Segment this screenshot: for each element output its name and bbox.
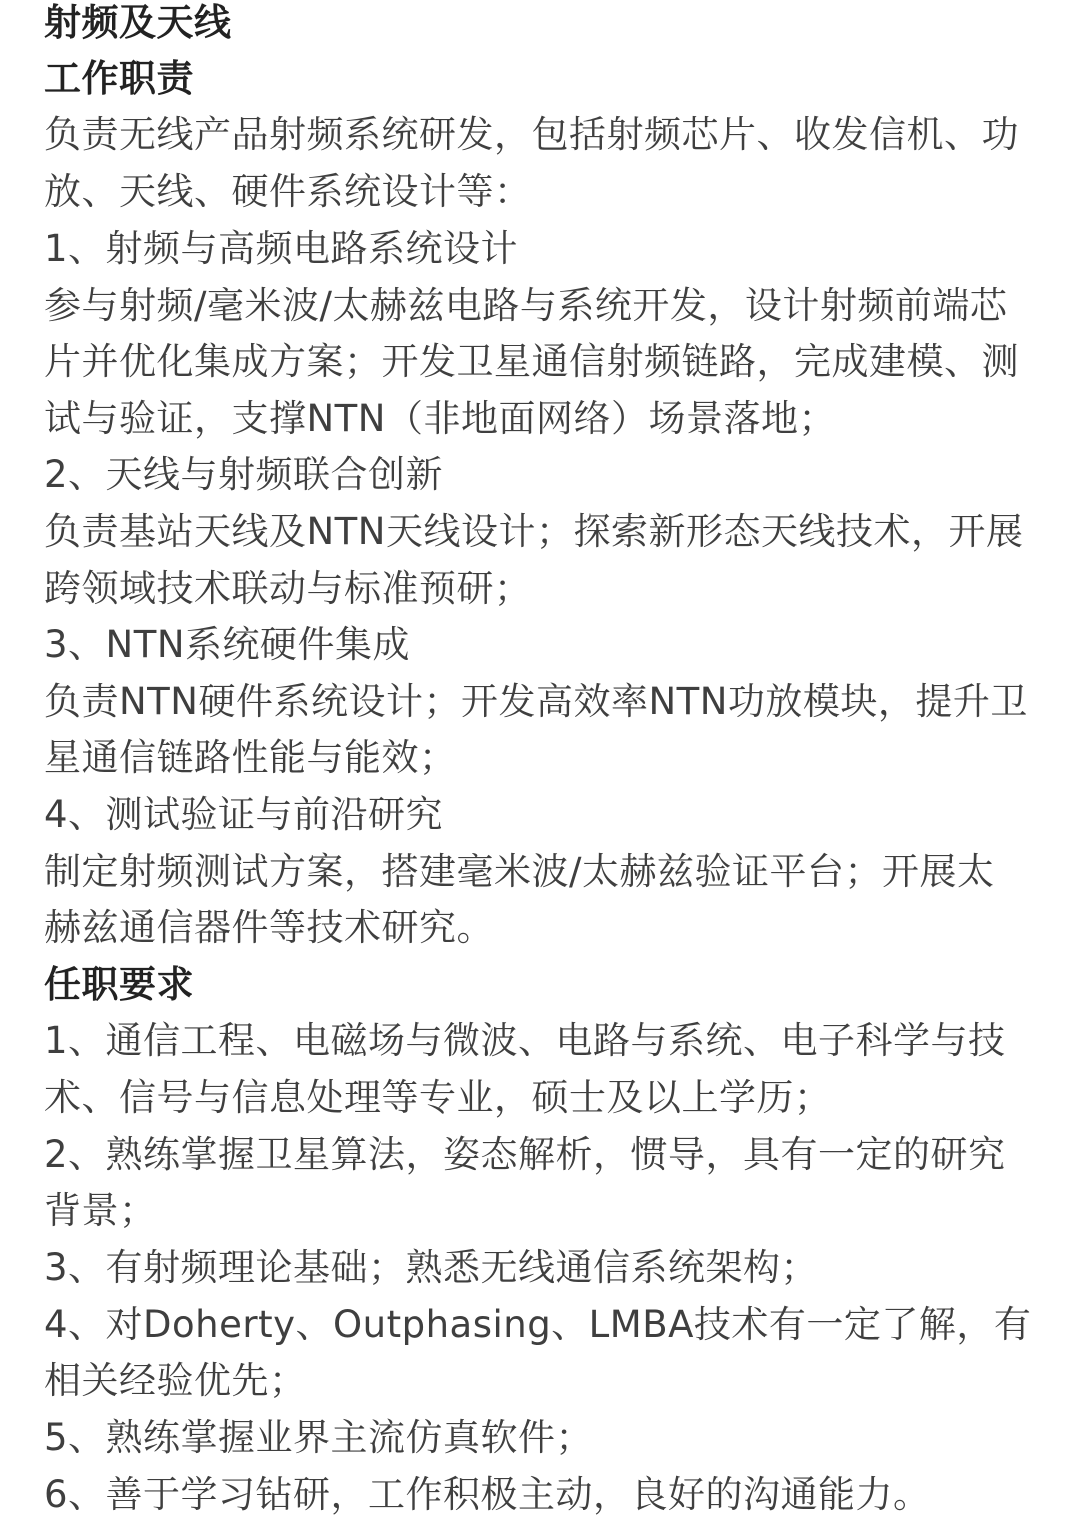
responsibility-item-line: 星通信链路性能与能效； [44, 736, 457, 779]
responsibility-item-title: 4、测试验证与前沿研究 [44, 793, 444, 836]
requirement-line: 相关经验优先； [44, 1359, 307, 1402]
responsibility-item-title: 1、射频与高频电路系统设计 [44, 227, 519, 270]
responsibility-item-title: 3、NTN系统硬件集成 [44, 623, 410, 666]
responsibility-item-line: 试与验证，支撑NTN（非地面网络）场景落地； [44, 397, 836, 440]
requirements-heading: 任职要求 [44, 963, 194, 1006]
responsibility-item-line: 跨领域技术联动与标准预研； [44, 567, 532, 610]
requirement-line: 4、对Doherty、Outphasing、LMBA技术有一定了解，有 [44, 1303, 1032, 1346]
requirement-line: 背景； [44, 1189, 157, 1232]
requirement-line: 2、熟练掌握卫星算法，姿态解析，惯导，具有一定的研究 [44, 1133, 1006, 1176]
responsibility-item-line: 制定射频测试方案，搭建毫米波/太赫兹验证平台；开展太 [44, 850, 995, 893]
responsibilities-intro-line: 负责无线产品射频系统研发，包括射频芯片、收发信机、功 [44, 113, 1019, 156]
requirement-line: 术、信号与信息处理等专业，硕士及以上学历； [44, 1076, 832, 1119]
responsibility-item-line: 片并优化集成方案；开发卫星通信射频链路，完成建模、测 [44, 340, 1019, 383]
requirement-line: 5、熟练掌握业界主流仿真软件； [44, 1416, 594, 1459]
responsibilities-intro-line: 放、天线、硬件系统设计等： [44, 170, 532, 213]
responsibility-item-title: 2、天线与射频联合创新 [44, 453, 444, 496]
responsibility-item-line: 负责基站天线及NTN天线设计；探索新形态天线技术，开展 [44, 510, 1024, 553]
requirement-line: 1、通信工程、电磁场与微波、电路与系统、电子科学与技 [44, 1019, 1006, 1062]
requirement-line: 6、善于学习钻研，工作积极主动，良好的沟通能力。 [44, 1473, 931, 1516]
responsibility-item-line: 赫兹通信器件等技术研究。 [44, 906, 494, 949]
responsibility-item-line: 参与射频/毫米波/太赫兹电路与系统开发，设计射频前端芯 [44, 284, 1008, 327]
page-title: 射频及天线 [44, 1, 232, 44]
requirement-line: 3、有射频理论基础；熟悉无线通信系统架构； [44, 1246, 819, 1289]
responsibilities-heading: 工作职责 [44, 57, 194, 100]
responsibility-item-line: 负责NTN硬件系统设计；开发高效率NTN功放模块，提升卫 [44, 680, 1028, 723]
